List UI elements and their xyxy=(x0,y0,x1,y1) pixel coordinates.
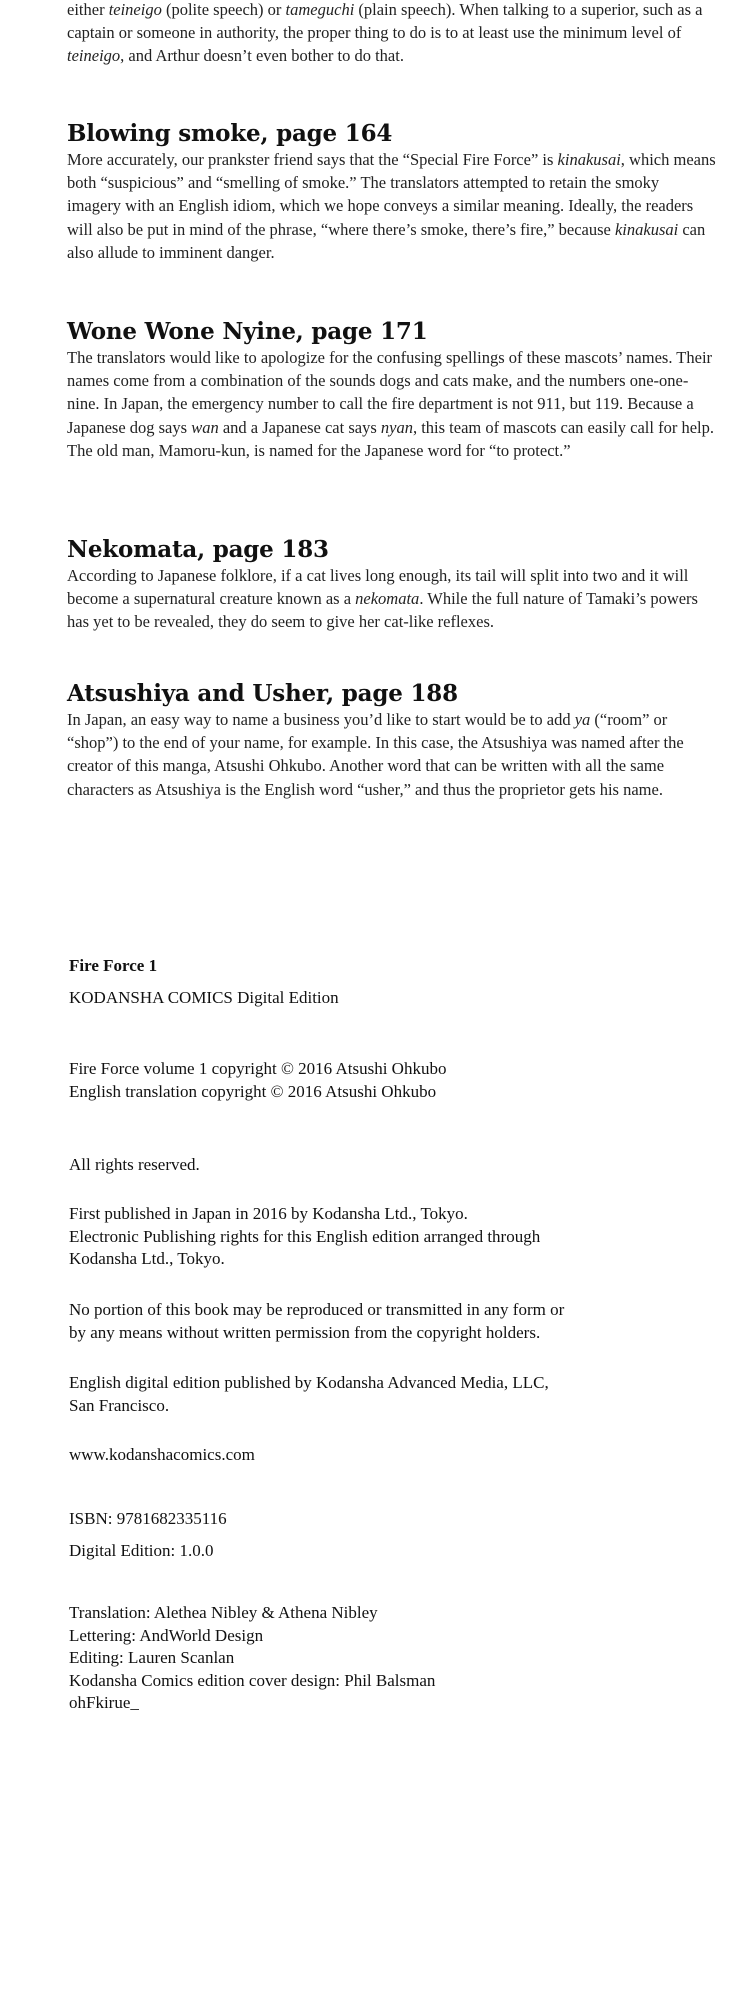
first-published-block xyxy=(69,1203,709,1271)
website-block xyxy=(69,1444,709,1467)
copyright-block xyxy=(69,1058,709,1103)
publisher-line: English digital edition published by Kodansha Advanced Media, LLC, xyxy=(69,1373,549,1392)
website-link[interactable]: www.kodanshacomics.com xyxy=(69,1445,255,1464)
copyright-line: English translation copyright © 2016 Atsushi Ohkubo xyxy=(69,1081,437,1101)
edition-block xyxy=(69,987,709,1010)
publisher-line: San Francisco. xyxy=(69,1395,170,1415)
intro-paragraph: either teineigo (polite speech) or tameguchi (plain speech). When talking to a superior, such as a captain or someone in authority, the proper thing to do is to at least use the minimum level of teineigo, and Arthur doesn’t even bother to do that. xyxy=(67,0,703,66)
note-body: According to Japanese folklore, if a cat lives long enough, its tail will split into two and it will become a supernatural creature known as a nekomata. While the full nature of Tamaki’s powers has yet to be revealed, they do seem to give her cat-like reflexes. xyxy=(67,566,698,632)
isbn-block xyxy=(69,1508,709,1531)
digital-publisher-block xyxy=(69,1372,709,1417)
isbn-line: ISBN: 9781682335116 xyxy=(69,1509,227,1528)
digital-edition-line: Digital Edition: 1.0.0 xyxy=(69,1541,214,1560)
credit-translation: Translation: Alethea Nibley & Athena Nibley xyxy=(69,1603,378,1622)
credits-block xyxy=(69,1602,709,1715)
rights-block xyxy=(69,1154,709,1177)
book-title: Fire Force 1 xyxy=(69,956,158,975)
edition-line: KODANSHA COMICS Digital Edition xyxy=(69,988,339,1007)
digital-edition-block xyxy=(69,1540,709,1563)
note-body: More accurately, our prankster friend says that the “Special Fire Force” is kinakusai, which means both “suspicious” and “smelling of smoke.” The translators attempted to retain the smoky imagery with an English idiom, which we hope conveys a similar meaning. Ideally, the readers will also be put in mind of the phrase, “where there’s smoke, there’s fire,” because kinakusai can also allude to imminent danger. xyxy=(67,150,716,262)
note-heading: Nekomata, page 183 xyxy=(67,536,329,563)
note-heading: Atsushiya and Usher, page 188 xyxy=(67,680,458,707)
reproduction-line: No portion of this book may be reproduced or transmitted in any form or xyxy=(69,1300,565,1319)
note-body: In Japan, an easy way to name a business you’d like to start would be to add ya (“room” or “shop”) to the end of your name, for example. In this case, the Atsushiya was named after the creator of this manga, Atsushi Ohkubo. Another word that can be written with all the same characters as Atsushiya is the English word “usher,” and thus the proprietor gets his name. xyxy=(67,710,684,799)
credit-editing: Editing: Lauren Scanlan xyxy=(69,1648,235,1667)
first-published-line: First published in Japan in 2016 by Kodansha Ltd., Tokyo. xyxy=(69,1204,468,1223)
credit-cover-design: Kodansha Comics edition cover design: Phil Balsman xyxy=(69,1670,436,1690)
note-heading: Wone Wone Nyine, page 171 xyxy=(67,318,428,345)
note-nekomata xyxy=(67,536,717,634)
note-blowing-smoke xyxy=(67,120,717,264)
edition-code: ohFkirue_ xyxy=(69,1693,139,1712)
credit-lettering: Lettering: AndWorld Design xyxy=(69,1625,264,1645)
first-published-line: Electronic Publishing rights for this English edition arranged through xyxy=(69,1226,541,1246)
note-wone-wone-nyine xyxy=(67,318,717,462)
note-body: The translators would like to apologize for the confusing spellings of these mascots’ names. Their names come from a combination of the sounds dogs and cats make, and the numbers one-one-nine. In Japan, the emergency number to call the fire department is not 911, but 119. Because a Japanese dog says wan and a Japanese cat says nyan, this team of mascots can easily call for help. The old man, Mamoru-kun, is named for the Japanese word for “to protect.” xyxy=(67,348,714,460)
reproduction-line: by any means without written permission from the copyright holders. xyxy=(69,1322,541,1342)
copyright-line: Fire Force volume 1 copyright © 2016 Atsushi Ohkubo xyxy=(69,1059,447,1078)
rights-line: All rights reserved. xyxy=(69,1155,200,1174)
note-heading: Blowing smoke, page 164 xyxy=(67,120,393,147)
first-published-line: Kodansha Ltd., Tokyo. xyxy=(69,1249,225,1268)
note-atsushiya-usher xyxy=(67,680,717,801)
reproduction-notice-block xyxy=(69,1299,709,1344)
book-title-block xyxy=(69,955,709,978)
